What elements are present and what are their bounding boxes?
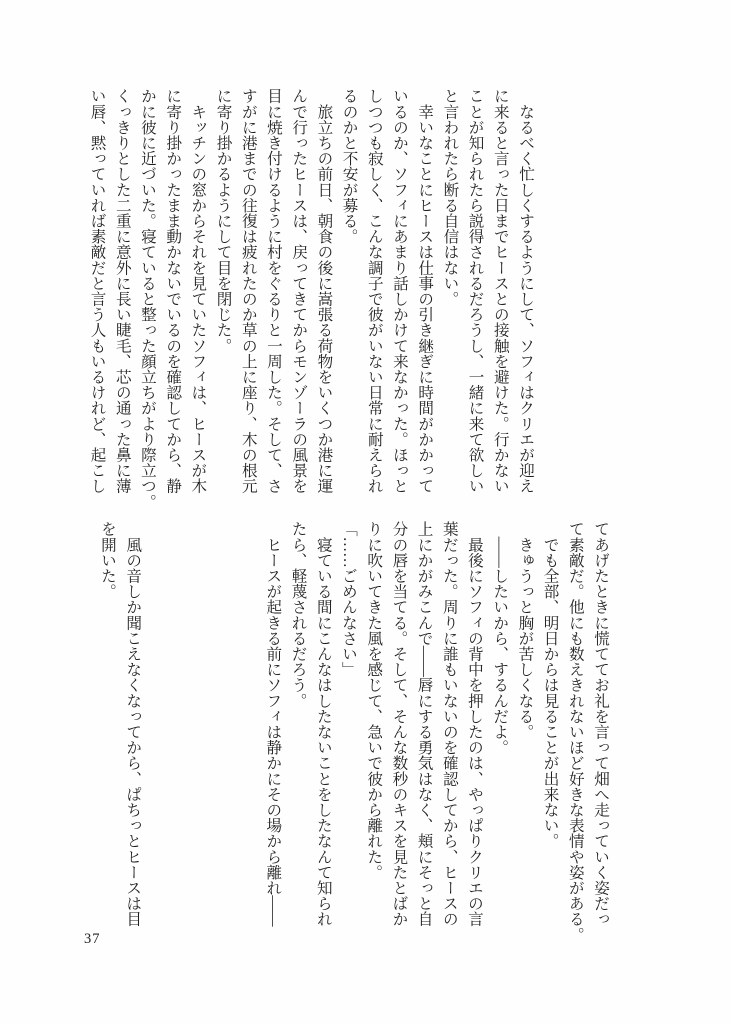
text-column: い唇、黙っていれば素敵だと言う人もいるけれど、起こし	[88, 88, 106, 494]
text-column: て素敵だ。他にも数えきれないほど好きな表情や姿がある。	[566, 521, 584, 943]
text-column: 寝ている間にこんなはしたないことをしたなんて知られ	[314, 521, 332, 927]
text-column: すがに港までの往復は疲れたのか草の上に座り、木の根元	[239, 88, 257, 494]
text-column: でも全部、明日からは見ることが出来ない。	[541, 521, 559, 849]
text-column: と言われたら断る自信はない。	[441, 88, 459, 307]
text-column: ――したいから、するんだよ。	[491, 521, 509, 755]
text-column: くっきりとした二重に意外に長い睫毛、芯の通った鼻に薄	[113, 88, 131, 494]
text-column: 風の音しか聞こえなくなってから、ぱちっとヒースは目	[124, 521, 142, 927]
text-column: 上にかがみこんで――唇にする勇気はなく、頬にそっと自	[415, 521, 433, 927]
text-column: に寄り掛かったまま動かないでいるのを確認してから、静	[164, 88, 182, 494]
text-column: んで行ったヒースは、戻ってきてからモンゾーラの風景を	[290, 88, 308, 494]
text-column: ことが知られたら説得されるだろうし、一緒に来て欲しい	[466, 88, 484, 494]
text-column: なるべく忙しくするようにして、ソフィはクリエが迎え	[517, 88, 534, 494]
section-break-spacer	[145, 521, 260, 531]
text-column: いるのか、ソフィにあまり話しかけて来なかった。ほっと	[390, 88, 408, 494]
text-column: 旅立ちの前日、朝食の後に嵩張る荷物をいくつか港に運	[315, 88, 333, 494]
text-column: に寄り掛かるようにして目を閉じた。	[214, 88, 232, 354]
text-column: かに彼に近づいた。寝ていると整った顔立ちがより際立つ。	[138, 88, 156, 510]
top-text-block	[84, 88, 538, 509]
bottom-text-block	[95, 521, 613, 942]
text-column: しつつも寂しく、こんな調子で彼がいない日常に耐えられ	[365, 88, 383, 494]
text-column: キッチンの窓からそれを見ていたソフィは、ヒースが木	[189, 88, 207, 494]
text-column: るのかと不安が募る。	[340, 88, 358, 244]
page-number: 37	[84, 931, 101, 947]
text-column: 葉だった。周りに誰もいないのを確認してから、ヒースの	[440, 521, 458, 927]
text-column: りに吹いてきた風を感じて、急いで彼から離れた。	[365, 521, 383, 880]
text-column: に来ると言った日までヒースとの接触を避けた。行かない	[491, 88, 509, 494]
text-column: たら、軽蔑されるだろう。	[289, 521, 307, 709]
text-column: 「……ごめんなさい」	[339, 521, 357, 677]
text-column: 最後にソフィの背中を押したのは、やっぱりクリエの言	[465, 521, 483, 927]
text-column: 目に焼き付けるように村をぐるりと一周した。そして、さ	[264, 88, 282, 494]
text-column: 幸いなことにヒースは仕事の引き継ぎに時間がかかって	[416, 88, 434, 494]
text-column: ヒースが起きる前にソフィは静かにその場から離れ――	[264, 521, 282, 927]
text-column: てあげたときに慌ててお礼を言って畑へ走っていく姿だっ	[592, 521, 609, 927]
text-column: 分の唇を当てる。そして、そんな数秒のキスを見たとばか	[390, 521, 408, 927]
text-column: を開いた。	[98, 521, 116, 599]
text-column: きゅうっと胸が苦しくなる。	[516, 521, 534, 740]
